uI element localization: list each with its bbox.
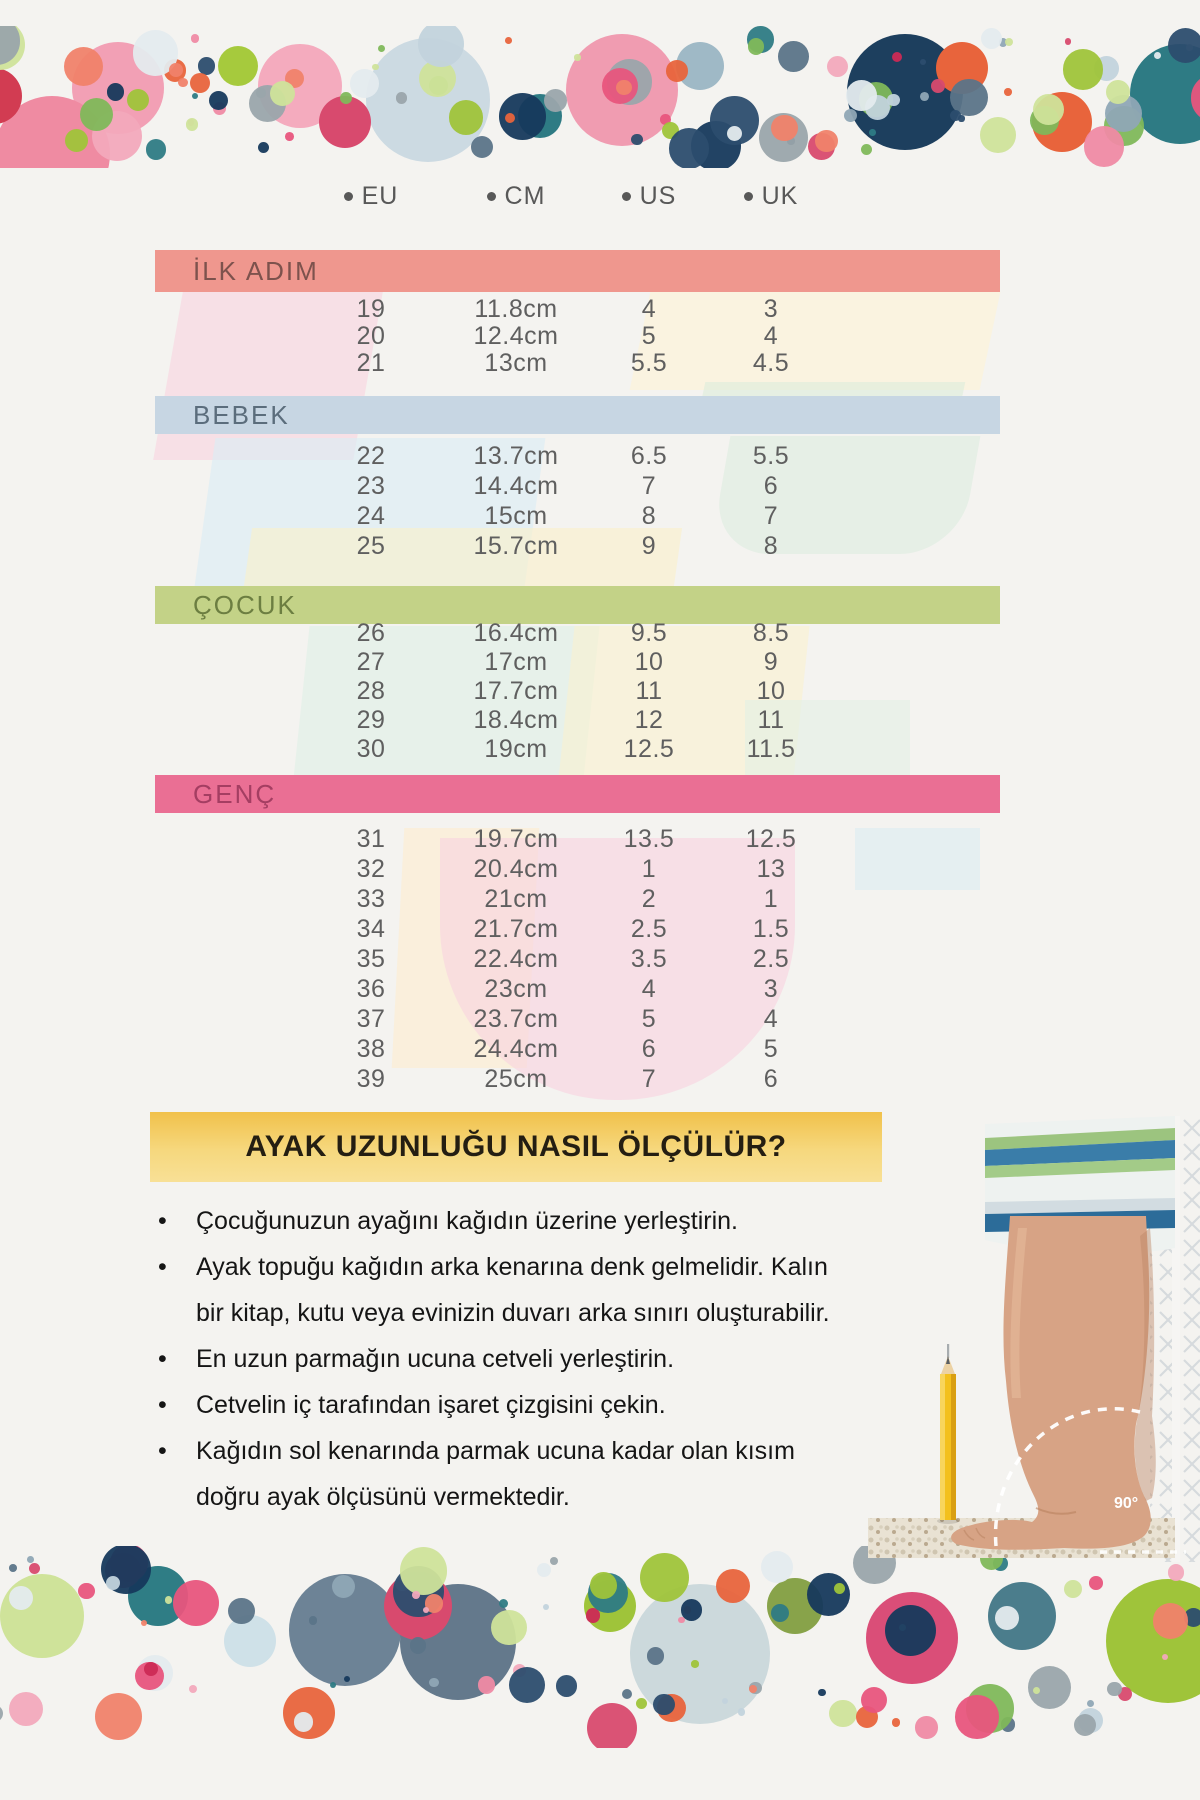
cell-cm: 24.4cm bbox=[473, 1035, 559, 1063]
decor-dot bbox=[258, 142, 269, 153]
decor-dot bbox=[981, 28, 1002, 49]
cell-cm: 18.4cm bbox=[473, 706, 559, 734]
bullet-marker-icon: • bbox=[158, 1345, 167, 1373]
cell-cm: 23cm bbox=[484, 975, 548, 1003]
cell-eu: 36 bbox=[356, 975, 386, 1003]
cell-uk: 9 bbox=[763, 648, 779, 676]
cell-eu: 26 bbox=[356, 619, 386, 647]
decor-dot bbox=[666, 60, 687, 81]
decor-dot bbox=[169, 63, 183, 77]
column-label: EU bbox=[361, 181, 399, 210]
bullet-dot-icon bbox=[744, 192, 753, 201]
decor-dot bbox=[844, 109, 857, 122]
gutter-cell bbox=[155, 296, 301, 323]
cell-eu: 33 bbox=[356, 885, 386, 913]
howto-bullet-list bbox=[158, 1198, 870, 1520]
gutter-cell bbox=[155, 677, 301, 706]
gutter-cell bbox=[155, 323, 301, 350]
gutter-cell bbox=[155, 1004, 301, 1034]
decor-dot bbox=[0, 1574, 84, 1658]
bullet-text: Çocuğunuzun ayağını kağıdın üzerine yerleştirin. bbox=[196, 1207, 738, 1235]
decor-dot bbox=[544, 89, 567, 112]
howto-bullet-item bbox=[158, 1244, 870, 1336]
howto-bullet-item bbox=[158, 1428, 870, 1520]
decor-dot bbox=[80, 98, 113, 131]
cell-uk: 5.5 bbox=[752, 442, 790, 470]
decor-dot bbox=[920, 59, 926, 65]
howto-bullet-item bbox=[158, 1336, 870, 1382]
decor-dot bbox=[270, 81, 295, 106]
bullet-marker-icon: • bbox=[158, 1391, 167, 1419]
howto-bullet-item bbox=[158, 1382, 870, 1428]
decor-dot bbox=[186, 118, 198, 130]
table-row bbox=[155, 1004, 1000, 1034]
cell-us: 12 bbox=[634, 706, 664, 734]
cell-eu: 30 bbox=[356, 735, 386, 763]
cell-uk: 4 bbox=[763, 1005, 779, 1033]
bullet-text: Cetvelin iç tarafından işaret çizgisini çekin. bbox=[196, 1391, 666, 1419]
decor-dot bbox=[778, 41, 809, 72]
gutter-cell bbox=[155, 706, 301, 735]
cell-us: 6.5 bbox=[630, 442, 668, 470]
cell-us: 11 bbox=[635, 677, 663, 705]
decor-dot bbox=[396, 92, 408, 104]
cell-eu: 28 bbox=[356, 677, 386, 705]
column-header bbox=[441, 178, 591, 214]
decor-dot bbox=[574, 54, 580, 60]
cell-uk: 4 bbox=[763, 322, 779, 350]
decor-dot bbox=[165, 1596, 173, 1604]
table-row bbox=[155, 1064, 1000, 1094]
decor-dot bbox=[1005, 38, 1014, 47]
gutter-cell bbox=[155, 350, 301, 377]
decor-dot bbox=[543, 1604, 550, 1611]
decor-dot bbox=[1033, 1687, 1040, 1694]
decor-dot bbox=[892, 52, 902, 62]
table-row bbox=[155, 471, 1000, 501]
cell-us: 6 bbox=[641, 1035, 657, 1063]
table-row bbox=[155, 854, 1000, 884]
decor-dot bbox=[9, 1692, 43, 1726]
decor-dot bbox=[285, 132, 294, 141]
cell-eu: 31 bbox=[356, 825, 386, 853]
cell-cm: 11.8cm bbox=[474, 295, 558, 323]
cell-uk: 1.5 bbox=[752, 915, 790, 943]
cell-us: 1 bbox=[641, 855, 657, 883]
cell-us: 9 bbox=[641, 532, 657, 560]
cell-us: 9.5 bbox=[630, 619, 668, 647]
decor-dot bbox=[818, 1689, 825, 1696]
cell-eu: 29 bbox=[356, 706, 386, 734]
howto-bullet-item bbox=[158, 1198, 870, 1244]
decor-dot bbox=[722, 1698, 728, 1704]
decor-dot bbox=[616, 80, 631, 95]
cell-us: 5 bbox=[641, 1005, 657, 1033]
section-label: GENÇ bbox=[193, 779, 277, 809]
table-row bbox=[155, 914, 1000, 944]
decor-dot bbox=[412, 1591, 420, 1599]
decor-dot bbox=[191, 34, 199, 42]
decor-dot bbox=[1064, 1580, 1082, 1598]
section-band bbox=[155, 396, 1000, 434]
decor-dot bbox=[1154, 52, 1161, 59]
gutter-cell bbox=[155, 619, 301, 648]
decor-dot bbox=[846, 80, 877, 111]
decor-dot bbox=[29, 1563, 41, 1575]
decor-dot bbox=[319, 96, 371, 148]
cell-uk: 6 bbox=[763, 1065, 779, 1093]
cell-eu: 32 bbox=[356, 855, 386, 883]
cell-eu: 19 bbox=[356, 295, 386, 323]
column-label: US bbox=[639, 181, 677, 210]
cell-uk: 2.5 bbox=[752, 945, 790, 973]
bullet-marker-icon: • bbox=[158, 1437, 167, 1465]
decor-dot bbox=[294, 1712, 314, 1732]
decor-dot bbox=[647, 1647, 664, 1664]
cell-eu: 38 bbox=[356, 1035, 386, 1063]
decor-dot bbox=[499, 1599, 508, 1608]
cell-uk: 5 bbox=[763, 1035, 779, 1063]
table-row bbox=[155, 619, 1000, 648]
decor-dot bbox=[190, 73, 210, 93]
cell-cm: 13.7cm bbox=[473, 442, 559, 470]
table-row bbox=[155, 501, 1000, 531]
decor-dot bbox=[681, 1599, 702, 1620]
cell-eu: 27 bbox=[356, 648, 386, 676]
decor-dot bbox=[372, 64, 378, 70]
decor-dot bbox=[1168, 28, 1200, 63]
cell-uk: 6 bbox=[763, 472, 779, 500]
decor-dot bbox=[146, 139, 166, 159]
decor-dot bbox=[1153, 1603, 1188, 1638]
decor-dot bbox=[1074, 1714, 1096, 1736]
decor-dot bbox=[716, 1569, 750, 1603]
bullet-text: Ayak topuğu kağıdın arka kenarına denk gelmelidir. Kalın bir kitap, kutu veya evinizin duvarı arka sınırı oluşturabilir. bbox=[196, 1253, 830, 1327]
bullet-marker-icon: • bbox=[158, 1207, 167, 1235]
cell-eu: 23 bbox=[356, 472, 386, 500]
cell-uk: 8 bbox=[763, 532, 779, 560]
cell-us: 4 bbox=[641, 295, 657, 323]
table-row bbox=[155, 884, 1000, 914]
table-row bbox=[155, 296, 1000, 323]
decor-dot bbox=[669, 128, 709, 168]
decor-dot bbox=[829, 1700, 857, 1728]
bullet-text: Kağıdın sol kenarında parmak ucuna kadar olan kısım doğru ayak ölçüsünü vermektedir. bbox=[196, 1437, 795, 1511]
decor-dot bbox=[228, 1598, 255, 1625]
column-label: CM bbox=[504, 181, 546, 210]
decor-dot bbox=[64, 47, 103, 86]
gutter-cell bbox=[155, 735, 301, 764]
decor-dot bbox=[423, 1607, 429, 1613]
gutter-cell bbox=[155, 974, 301, 1004]
cell-cm: 19cm bbox=[484, 735, 548, 763]
gutter-cell bbox=[155, 1034, 301, 1064]
decor-dot bbox=[209, 91, 228, 110]
decor-dot bbox=[636, 1698, 647, 1709]
section-label: ÇOCUK bbox=[193, 590, 297, 620]
bullet-marker-icon: • bbox=[158, 1253, 167, 1281]
decor-dot bbox=[869, 129, 875, 135]
decor-dot bbox=[550, 1557, 558, 1565]
decor-dot bbox=[65, 129, 88, 152]
section-rows bbox=[155, 441, 1000, 561]
decor-dot bbox=[189, 1685, 197, 1693]
table-row bbox=[155, 944, 1000, 974]
decor-dot bbox=[537, 1563, 551, 1577]
decor-dot bbox=[1084, 126, 1124, 166]
bullet-dot-icon bbox=[487, 192, 496, 201]
cell-cm: 19.7cm bbox=[473, 825, 559, 853]
cell-uk: 7 bbox=[763, 502, 779, 530]
decor-dot bbox=[410, 1637, 426, 1653]
gutter-cell bbox=[155, 824, 301, 854]
decor-dot bbox=[1065, 38, 1071, 44]
section-label: BEBEK bbox=[193, 400, 290, 430]
table-row bbox=[155, 677, 1000, 706]
decor-dot bbox=[173, 1580, 219, 1626]
cell-uk: 12.5 bbox=[745, 825, 797, 853]
decor-dot bbox=[332, 1575, 355, 1598]
gutter-cell bbox=[155, 914, 301, 944]
baby-leg-measuring-illustration bbox=[868, 1116, 1200, 1562]
decor-dot bbox=[198, 57, 215, 74]
decor-dot bbox=[224, 1615, 276, 1667]
cell-uk: 11 bbox=[757, 706, 785, 734]
cell-eu: 21 bbox=[356, 349, 386, 377]
cell-cm: 17.7cm bbox=[473, 677, 559, 705]
cell-us: 10 bbox=[634, 648, 664, 676]
cell-cm: 16.4cm bbox=[473, 619, 559, 647]
table-row bbox=[155, 531, 1000, 561]
decor-dot bbox=[141, 1620, 147, 1626]
decor-dot bbox=[885, 1605, 936, 1656]
decor-dot bbox=[622, 1689, 632, 1699]
decor-dot bbox=[491, 1610, 526, 1645]
decor-dot bbox=[256, 88, 266, 98]
column-header bbox=[591, 178, 707, 214]
decor-dot bbox=[640, 1553, 689, 1602]
decor-dot bbox=[178, 78, 187, 87]
decor-dot bbox=[738, 1708, 745, 1715]
pencil-graphic bbox=[937, 1344, 959, 1524]
table-row bbox=[155, 350, 1000, 377]
cell-eu: 20 bbox=[356, 322, 386, 350]
cell-uk: 11.5 bbox=[746, 735, 796, 763]
decor-dot bbox=[9, 1586, 33, 1610]
decor-dot bbox=[749, 1685, 757, 1693]
cell-cm: 13cm bbox=[484, 349, 548, 377]
gutter-cell bbox=[155, 531, 301, 561]
decor-dot bbox=[587, 1703, 637, 1748]
cell-us: 2 bbox=[641, 885, 657, 913]
cell-us: 7 bbox=[641, 1065, 657, 1093]
decor-dot bbox=[807, 1573, 850, 1616]
cell-us: 5.5 bbox=[630, 349, 668, 377]
howto-title: AYAK UZUNLUĞU NASIL ÖLÇÜLÜR? bbox=[245, 1130, 787, 1163]
cell-eu: 22 bbox=[356, 442, 386, 470]
angle-label: 90° bbox=[1114, 1495, 1139, 1512]
decor-dot bbox=[400, 1547, 447, 1594]
decor-dot bbox=[590, 1572, 617, 1599]
cell-uk: 1 bbox=[763, 885, 779, 913]
gutter-cell bbox=[155, 884, 301, 914]
cell-cm: 25cm bbox=[484, 1065, 548, 1093]
table-row bbox=[155, 1034, 1000, 1064]
section-band bbox=[155, 250, 1000, 292]
cell-cm: 15cm bbox=[484, 502, 548, 530]
section-rows bbox=[155, 296, 1000, 377]
cell-eu: 34 bbox=[356, 915, 386, 943]
cell-uk: 8.5 bbox=[752, 619, 790, 647]
decor-dot bbox=[955, 1695, 998, 1738]
decor-dot bbox=[95, 1693, 142, 1740]
cell-cm: 21.7cm bbox=[473, 915, 559, 943]
howto-heading-band bbox=[150, 1112, 882, 1182]
column-header bbox=[707, 178, 835, 214]
cell-uk: 4.5 bbox=[752, 349, 790, 377]
decor-dot bbox=[691, 1660, 698, 1667]
decor-dot bbox=[861, 144, 872, 155]
decor-dot bbox=[980, 117, 1016, 153]
decor-dot bbox=[771, 115, 798, 142]
decor-dot bbox=[344, 1676, 350, 1682]
decor-dot bbox=[218, 46, 258, 86]
cell-eu: 39 bbox=[356, 1065, 386, 1093]
column-header-row bbox=[155, 178, 1000, 214]
decor-dot bbox=[631, 134, 642, 145]
cell-us: 8 bbox=[641, 502, 657, 530]
section-label: İLK ADIM bbox=[193, 256, 319, 286]
bullet-dot-icon bbox=[622, 192, 631, 201]
decor-dot bbox=[1168, 1564, 1185, 1581]
decor-dot bbox=[505, 113, 515, 123]
cell-uk: 13 bbox=[756, 855, 786, 883]
decor-dot bbox=[1107, 1682, 1121, 1696]
cell-cm: 23.7cm bbox=[473, 1005, 559, 1033]
bullet-text: En uzun parmağın ucuna cetveli yerleştirin. bbox=[196, 1345, 675, 1373]
decor-dot bbox=[478, 1676, 496, 1694]
cell-eu: 37 bbox=[356, 1005, 386, 1033]
decor-dot bbox=[1089, 1576, 1103, 1590]
decor-dot bbox=[330, 1682, 336, 1688]
gutter-cell bbox=[155, 854, 301, 884]
decor-dot bbox=[0, 1705, 3, 1722]
decor-dot bbox=[192, 93, 199, 100]
column-header bbox=[301, 178, 441, 214]
cell-uk: 3 bbox=[763, 295, 779, 323]
decor-dot bbox=[920, 92, 929, 101]
bottom-polka-dot-border bbox=[0, 1546, 1200, 1748]
decor-dot bbox=[350, 69, 379, 98]
cell-us: 4 bbox=[641, 975, 657, 1003]
decor-dot bbox=[1033, 94, 1064, 125]
gutter-cell bbox=[155, 1064, 301, 1094]
decor-dot bbox=[27, 1556, 34, 1563]
cell-eu: 35 bbox=[356, 945, 386, 973]
decor-dot bbox=[378, 45, 385, 52]
decor-dot bbox=[1106, 80, 1130, 104]
decor-dot bbox=[892, 1718, 901, 1727]
cell-eu: 25 bbox=[356, 532, 386, 560]
decor-dot bbox=[827, 56, 848, 77]
decor-dot bbox=[931, 79, 945, 93]
gutter-cell bbox=[155, 441, 301, 471]
table-row bbox=[155, 824, 1000, 854]
table-row bbox=[155, 648, 1000, 677]
table-row bbox=[155, 323, 1000, 350]
decor-dot bbox=[340, 92, 352, 104]
decor-dot bbox=[78, 1583, 94, 1599]
decor-dot bbox=[1004, 88, 1012, 96]
decor-dot bbox=[509, 1667, 545, 1703]
cell-uk: 3 bbox=[763, 975, 779, 1003]
section-band bbox=[155, 775, 1000, 813]
gutter-cell bbox=[155, 501, 301, 531]
cell-us: 12.5 bbox=[623, 735, 675, 763]
decor-dot bbox=[107, 83, 124, 100]
table-row bbox=[155, 974, 1000, 1004]
cell-cm: 20.4cm bbox=[473, 855, 559, 883]
decor-dot bbox=[861, 1687, 887, 1713]
gutter-cell bbox=[155, 944, 301, 974]
cell-us: 2.5 bbox=[630, 915, 668, 943]
bullet-dot-icon bbox=[344, 192, 353, 201]
top-polka-dot-border bbox=[0, 26, 1200, 168]
cell-uk: 10 bbox=[756, 677, 786, 705]
decor-dot bbox=[771, 1604, 789, 1622]
cell-us: 3.5 bbox=[630, 945, 668, 973]
cell-cm: 14.4cm bbox=[473, 472, 559, 500]
decor-dot bbox=[556, 1675, 578, 1697]
cell-cm: 12.4cm bbox=[473, 322, 559, 350]
decor-dot bbox=[9, 1564, 17, 1572]
cell-us: 5 bbox=[641, 322, 657, 350]
gutter-cell bbox=[155, 471, 301, 501]
cell-cm: 21cm bbox=[484, 885, 548, 913]
decor-dot bbox=[915, 1716, 937, 1738]
table-row bbox=[155, 441, 1000, 471]
cell-cm: 22.4cm bbox=[473, 945, 559, 973]
gutter-cell bbox=[155, 648, 301, 677]
cell-us: 7 bbox=[641, 472, 657, 500]
decor-dot bbox=[1063, 49, 1103, 89]
column-label: UK bbox=[761, 181, 799, 210]
section-rows bbox=[155, 619, 1000, 764]
cell-eu: 24 bbox=[356, 502, 386, 530]
decor-dot bbox=[471, 136, 494, 159]
cell-cm: 15.7cm bbox=[473, 532, 559, 560]
section-rows bbox=[155, 824, 1000, 1094]
decor-dot bbox=[505, 37, 512, 44]
cell-us: 13.5 bbox=[623, 825, 675, 853]
decor-dot bbox=[1087, 1700, 1094, 1707]
table-row bbox=[155, 735, 1000, 764]
cell-cm: 17cm bbox=[484, 648, 548, 676]
decor-dot bbox=[995, 1606, 1019, 1630]
table-row bbox=[155, 706, 1000, 735]
